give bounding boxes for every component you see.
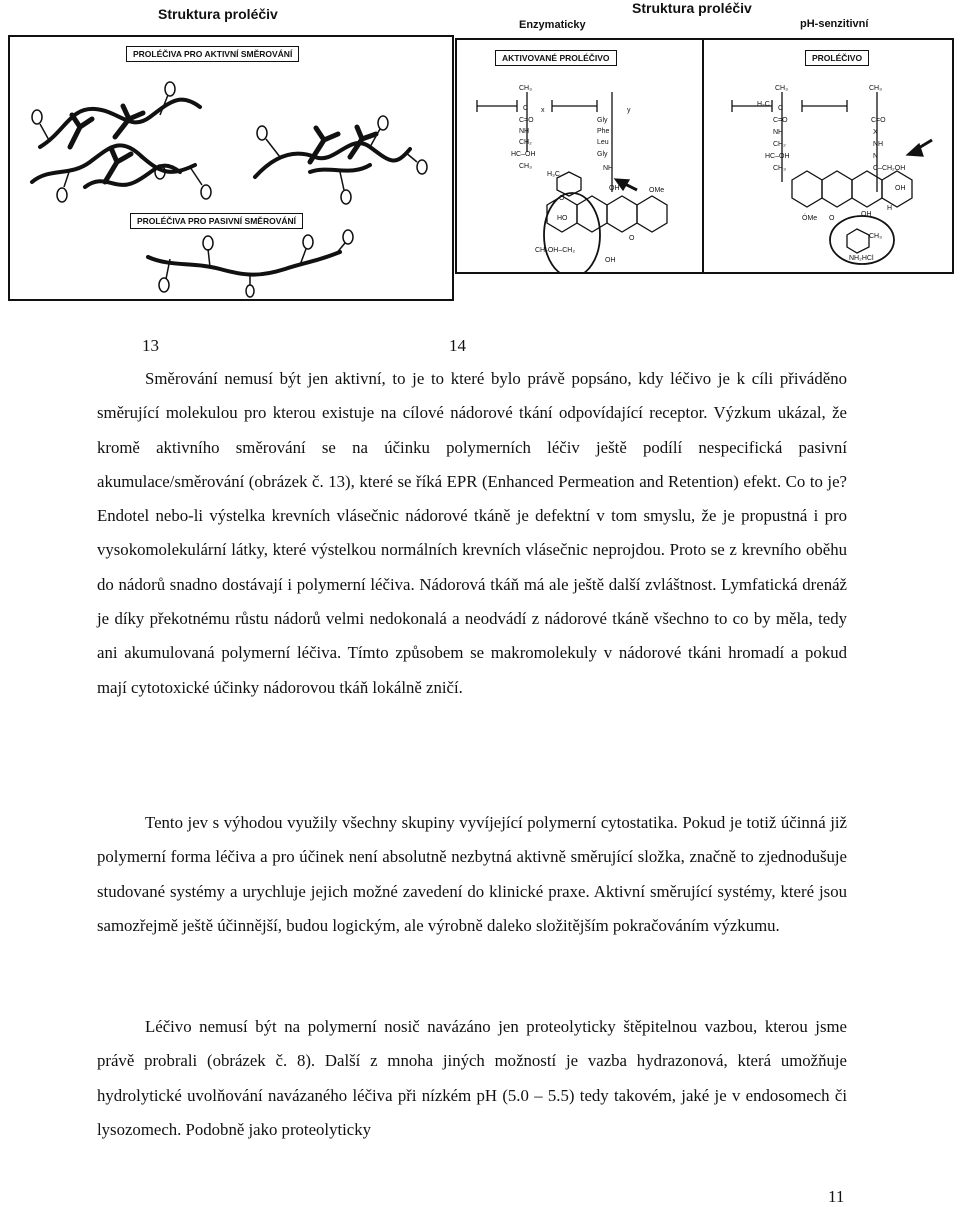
paragraph-hydrazone-bond: Léčivo nemusí být na polymerní nosič navázáno jen proteolyticky štěpitelnou vazbou, kterou jsme právě probrali (obrázek č. 8). Další z mnoha jiných možností je vazba hydrazonová, která umožňuje hydrolytické uvolňování navázaného léčiva při nízkém pH (5.0 – 5.5) tedy takovém, jaké je v endosomech či lysozomech. Podobně jako proteolyticky xyxy=(97,1017,847,1139)
chem-label: OH xyxy=(861,211,872,218)
chem-label: H xyxy=(887,205,893,212)
chem-label: CH₃ xyxy=(519,85,532,92)
chem-label: OMe xyxy=(649,187,665,194)
chem-label: x xyxy=(541,107,545,114)
ph-prodrug-label: PROLÉČIVO xyxy=(805,50,869,66)
chem-label: C=O xyxy=(871,117,886,124)
chem-label: Leu xyxy=(597,139,609,146)
chem-label: NH₂HCl xyxy=(849,255,874,262)
chem-label: O xyxy=(829,215,835,222)
prodrug-structures xyxy=(457,40,952,272)
chem-label: CH₂ xyxy=(773,141,786,148)
chem-label: OH xyxy=(605,257,616,264)
enzymatic-prodrug-label: AKTIVOVANÉ PROLÉČIVO xyxy=(495,50,617,66)
chem-label: CH₂ xyxy=(519,139,532,146)
ph-sensitive-title: pH-senzitivní xyxy=(800,18,869,30)
chem-label: OH xyxy=(609,185,620,192)
chem-label: Gly xyxy=(597,151,608,158)
chem-label: ÓMe xyxy=(802,215,818,222)
chem-label: C=O xyxy=(519,117,534,124)
chem-label: C=O xyxy=(773,117,788,124)
chem-label: CH₃ xyxy=(519,163,532,170)
chem-label: CH₃ xyxy=(773,165,786,172)
figure-13-caption: 13 xyxy=(142,336,159,355)
chem-label: C–CH₂OH xyxy=(873,165,906,172)
chem-label: X xyxy=(873,129,878,136)
chem-label: Phe xyxy=(597,128,610,135)
chem-label: O xyxy=(629,235,635,242)
chem-label: CH₂OH–CH₂ xyxy=(535,247,576,254)
passive-targeting-label: PROLÉČIVA PRO PASIVNÍ SMĚROVÁNÍ xyxy=(130,213,303,229)
active-targeting-label: PROLÉČIVA PRO AKTIVNÍ SMĚROVÁNÍ xyxy=(126,46,299,62)
chem-label: CH₃ xyxy=(869,85,882,92)
polymer-drug-illustration xyxy=(10,37,452,299)
chem-label: NH xyxy=(519,128,530,135)
chem-label: C xyxy=(523,105,529,112)
chem-label: OH xyxy=(895,185,906,192)
right-figure-title: Struktura proléčiv xyxy=(632,0,752,16)
chem-label: N xyxy=(873,153,879,160)
chem-label: NH xyxy=(873,141,884,148)
chem-label: CH₃ xyxy=(775,85,788,92)
right-figure-frame xyxy=(455,38,954,274)
left-figure-title: Struktura proléčiv xyxy=(158,6,278,22)
paragraph-cytostatics: Tento jev s výhodou využily všechny skupiny vyvíjející polymerní cytostatika. Pokud je totiž účinná již polymerní forma léčiva a pro účinek není absolutně nezbytná aktivně směrující složka, značně to zjednodušuje studované systémy a urychluje jejich možné zavedení do klinické praxe. Aktivní směrující systémy, které jsou samozřejmě ještě účinnější, budou logickým, ale výrobně daleko složitějším pokračováním výzkumu. xyxy=(97,813,847,935)
chem-label: HC–OH xyxy=(765,153,790,160)
chem-label: NH xyxy=(603,165,614,172)
page-number: 11 xyxy=(828,1187,845,1206)
chem-label: C xyxy=(778,105,784,112)
enzymatic-title: Enzymaticky xyxy=(519,19,586,31)
chem-label: Gly xyxy=(597,117,608,124)
chem-label: O xyxy=(559,195,565,202)
paragraph-epr-effect: Směrování nemusí být jen aktivní, to je to které bylo právě popsáno, kdy léčivo je k cíli přiváděno směrující molekulou pro kterou existuje na cílové nádorové tkání odpovídající receptor. Výzkum ukázal, že kromě aktivního směrování se na účinku polymerních léčiv ještě podílí nespecifická pasivní akumulace/směrování (obrázek č. 13), které se říká EPR (Enhanced Permeation and Retention) efekt. Co to je? Endotel nebo-li výstelka krevních vlásečnic nádorové tkáně je defektní v tom smyslu, že je propustná i pro vysokomolekulární látky, které výstelkou normálních krevních vlásečnic neprojdou. Proto se z krevního oběhu do nádorů snadno dostávají i polymerní léčiva. Nádorová tkáň má ale ještě další zvláštnost. Lymfatická drenáž je díky překotnému růstu nádorů velmi nedokonalá a neodvádí z nádorové tkáně všechno to co by měla, tedy ani akumulovaná polymerní léčiva. Tímto způsobem se makromolekuly v nádorové tkáni hromadí a pokud mají cytotoxické účinky nádorovou tkáň lokálně zničí. xyxy=(97,369,847,697)
chem-label: HC–OH xyxy=(511,151,536,158)
chem-label: HO xyxy=(557,215,568,222)
chem-label: NH xyxy=(773,129,784,136)
left-figure-frame xyxy=(8,35,454,301)
figure-14-caption: 14 xyxy=(449,336,466,355)
chem-label: CH₃ xyxy=(869,233,882,240)
chem-label: y xyxy=(627,107,631,114)
chem-label: H₂C xyxy=(757,101,770,108)
chem-label: H₃C xyxy=(547,171,560,178)
